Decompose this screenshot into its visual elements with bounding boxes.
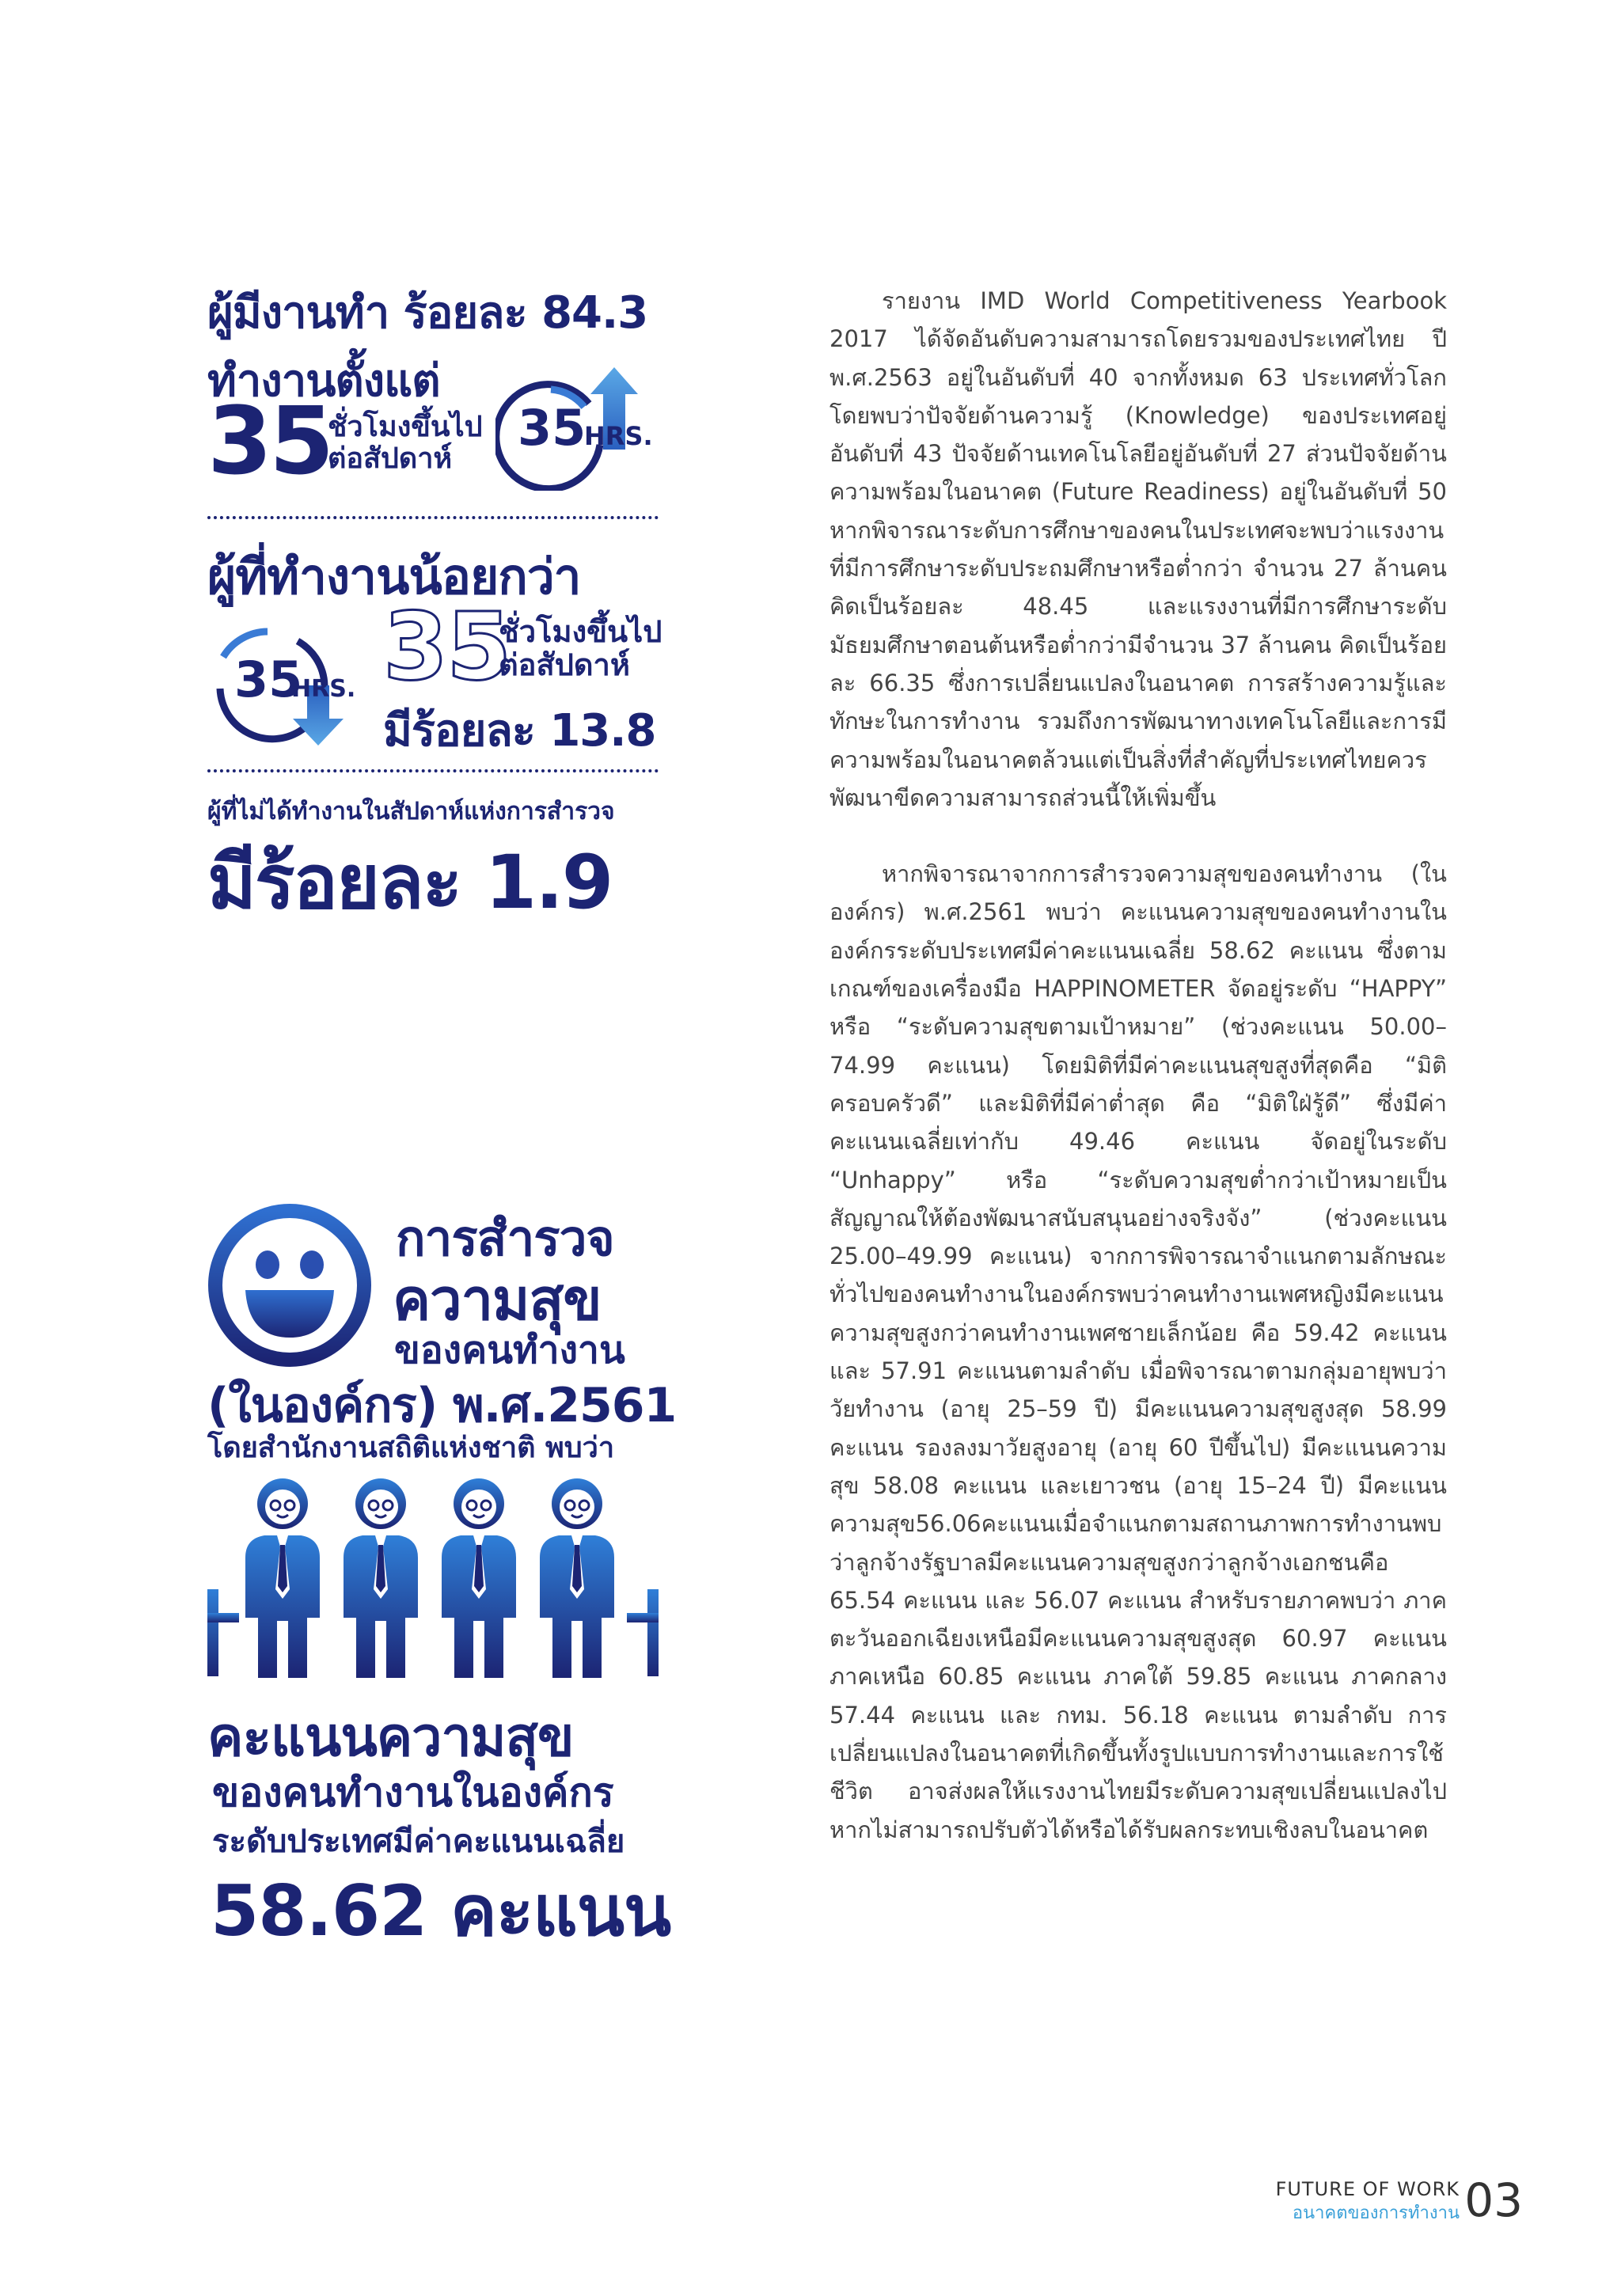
smiley-face-icon (207, 1203, 372, 1368)
survey-title-5: โดยสำนักงานสถิติแห่งชาติ พบว่า (207, 1432, 615, 1464)
worker-4-icon (540, 1478, 614, 1678)
clock-up-arrow-icon (495, 356, 662, 491)
dotted-divider (207, 516, 659, 519)
score-heading-3: ระดับประเทศมีค่าคะแนนเฉลี่ย (212, 1824, 625, 1860)
paragraph-1: รายงาน IMD World Competitiveness Yearbook 2017 ได้จัดอันดับความสามารถโดยรวมของประเทศไทย ปี พ.ศ.2563 อยู่ในอันดับที่ 40 จากทั้งหมด 63 ประเทศทั่วโลก โดยพบว่าปัจจัยด้านความรู้ (Knowledge) ของประเทศอยู่อันดับที่ 43 ปัจจัยด้านเทคโนโลยีอยู่อันดับที่ 27 ส่วนปัจจัยด้านความพร้อมในอนาคต (Future Readiness) อยู่ในอันดับที่ 50 หากพิจารณาระดับการศึกษาของคนในประเทศจะพบว่าแรงงานที่มีการศึกษาระดับประถมศึกษาหรือต่ำกว่า จำนวน 27 ล้านคน คิดเป็นร้อยละ 48.45 และแรงงานที่มีการศึกษาระดับมัธยมศึกษาตอนต้นหรือต่ำกว่ามีจำนวน 37 ล้านคน คิดเป็นร้อยละ 66.35 ซึ่งการเปลี่ยนแปลงในอนาคต การสร้างความรู้และทักษะในการทำงาน รวมถึงการพัฒนาทางเทคโนโลยีและการมีความพร้อมในอนาคตล้วนแต่เป็นสิ่งที่สำคัญที่ประเทศไทยควรพัฒนาขีดความสามารถส่วนนี้ให้เพิ่มขึ้น (829, 287, 1447, 811)
hours-per-week-label-b: ชั่วโมงขึ้นไป ต่อสัปดาห์ (499, 614, 662, 682)
clock-down-arrow-icon (204, 609, 363, 752)
score-value: 58.62 คะแนน (211, 1870, 671, 1952)
outlined-number-35: 35 (383, 592, 511, 701)
dotted-divider-2 (207, 769, 659, 772)
page-footer (1270, 2173, 1523, 2227)
score-heading-2: ของคนทำงานในองค์กร (212, 1770, 614, 1816)
score-heading-1: คะแนนความสุข (207, 1706, 574, 1769)
hours-per-week-label-a: ชั่วโมงขึ้นไป ต่อสัปดาห์ (328, 411, 483, 475)
clock-a-number: 35 (518, 399, 587, 457)
survey-title-4: (ในองค์กร) พ.ศ.2561 (207, 1378, 677, 1433)
paragraph-2: หากพิจารณาจากการสำรวจความสุขของคนทำงาน (ในองค์กร) พ.ศ.2561 พบว่า คะแนนความสุขของคนทำงานในองค์กรระดับประเทศมีค่าคะแนนเฉลี่ย 58.62 คะแนน ซึ่งตามเกณฑ์ของเครื่องมือ HAPPINOMETER จัดอยู่ระดับ “HAPPY” หรือ “ระดับความสุขตามเป้าหมาย” (ช่วงคะแนน 50.00–74.99 คะแนน) โดยมิติที่มีค่าคะแนนสุขสูงที่สุดคือ “มิติครอบครัวดี” และมิติที่มีค่าต่ำสุด คือ “มิติใฝ่รู้ดี” ซึ่งมีค่าคะแนนเฉลี่ยเท่ากับ 49.46 คะแนน จัดอยู่ในระดับ “Unhappy” หรือ “ระดับความสุขต่ำกว่าเป้าหมายเป็นสัญญาณให้ต้องพัฒนาสนับสนุนอย่างจริงจัง” (ช่วงคะแนน 25.00–49.99 คะแนน) จากการพิจารณาจำแนกตามลักษณะทั่วไปของคนทำงานในองค์กรพบว่าคนทำงานเพศหญิงมีคะแนนความสุขสูงกว่าคนทำงานเพศชายเล็กน้อย คือ 59.42 คะแนน และ 57.91 คะแนนตามลำดับ เมื่อพิจารณาตามกลุ่มอายุพบว่าวัยทำงาน (อายุ 25–59 ปี) มีคะแนนความสุขสูงสุด 58.99 คะแนน รองลงมาวัยสูงอายุ (อายุ 60 ปีขึ้นไป) มีคะแนนความสุข 58.08 คะแนน และเยาวชน (อายุ 15–24 ปี) มีคะแนนความสุข56.06คะแนนเมื่อจำแนกตามสถานภาพการทำงานพบว่าลูกจ้างรัฐบาลมีคะแนนความสุขสูงกว่าลูกจ้างเอกชนคือ 65.54 คะแนน และ 56.07 คะแนน สำหรับรายภาคพบว่า ภาคตะวันออกเฉียงเหนือมีคะแนนความสุขสูงสุด 60.97 คะแนน ภาคเหนือ 60.85 คะแนน ภาคใต้ 59.85 คะแนน ภาคกลาง 57.44 คะแนน และ กทม. 56.18 คะแนน ตามลำดับ การเปลี่ยนแปลงในอนาคตที่เกิดขึ้นทั้งรูปแบบการทำงานและการใช้ชีวิต อาจส่งผลให้แรงงานไทยมีระดับความสุขเปลี่ยนแปลงไป หากไม่สามารถปรับตัวได้หรือได้รับผลกระทบเชิงลบในอนาคต (829, 860, 1447, 1843)
employed-percent-heading: ผู้มีงานทำ ร้อยละ 84.3 (207, 287, 648, 339)
survey-title-2: ความสุข (393, 1266, 602, 1333)
work-from-heading: ทำงานตั้งแต่ (207, 355, 440, 407)
clock-b-number: 35 (234, 651, 303, 708)
survey-title-3: ของคนทำงาน (394, 1328, 625, 1372)
page-number: 03 (1464, 2173, 1523, 2227)
big-number-35: 35 (207, 386, 332, 495)
footer-title: FUTURE OF WORK (1275, 2178, 1460, 2200)
footer-subtitle: อนาคตของการทำงาน (1292, 2203, 1460, 2223)
worker-2-icon (344, 1478, 418, 1678)
less-than-heading: ผู้ที่ทำงานน้อยกว่า (207, 548, 581, 605)
clock-a-unit: HRS. (584, 421, 653, 451)
worker-1-icon (245, 1478, 320, 1678)
not-working-percent: มีร้อยละ 1.9 (207, 840, 613, 926)
less-than-percent: มีร้อยละ 13.8 (383, 705, 656, 757)
workers-group-icon (207, 1471, 659, 1684)
survey-title-1: การสำรวจ (396, 1209, 614, 1267)
worker-3-icon (442, 1478, 516, 1678)
clock-b-unit: HRS. (291, 675, 356, 703)
not-working-heading: ผู้ที่ไม่ได้ทำงานในสัปดาห์แห่งการสำรวจ (207, 798, 615, 825)
body-text (829, 282, 1447, 1849)
